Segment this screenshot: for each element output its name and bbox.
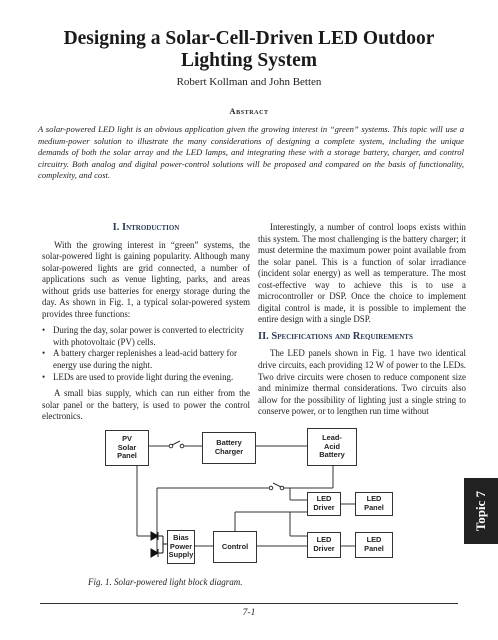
list-item xyxy=(42,372,250,384)
title-line-2: Lighting System xyxy=(181,50,317,71)
intro-paragraph-2: A small bias supply, which can run either from the solar panel or the battery, is used to power the control electronics. xyxy=(42,388,250,422)
bias-power-supply-block: Bias Power Supply xyxy=(167,530,195,564)
topic-tab-label: Topic 7 xyxy=(473,490,488,532)
section-heading-specifications: II. Specifications and Requirements xyxy=(258,330,413,342)
page-number: 7-1 xyxy=(242,608,256,618)
list-item-text: During the day, solar power is converted to electricity with photovoltaic (PV) cells. xyxy=(53,325,244,347)
battery-charger-block: Battery Charger xyxy=(202,432,256,464)
footer-divider xyxy=(40,603,458,604)
topic-side-tab xyxy=(464,478,498,544)
pv-solar-panel-block: PV Solar Panel xyxy=(105,430,149,466)
list-item-text: LEDs are used to provide light during the evening. xyxy=(53,371,234,382)
left-column xyxy=(42,222,250,428)
led-driver-block-1: LED Driver xyxy=(307,492,341,516)
lead-acid-battery-block: Lead- Acid Battery xyxy=(307,428,357,466)
authors: Robert Kollman and John Betten xyxy=(176,76,322,88)
abstract-text: A solar-powered LED light is an obvious application given the growing interest in “green” systems. This topic will use a medium-power solution to illustrate the many considerations of designing a complete system, including the unique demands of both the solar array and the LED lamps, and integrating these with a storage battery, charger, and control circuitry. Both analog and digital power-control solutions will be proposed and compared on the basis of functionality, complexity, and cost. xyxy=(38,124,464,181)
intro-bullet-list xyxy=(42,325,250,383)
abstract-heading: Abstract xyxy=(229,106,269,116)
control-block: Control xyxy=(213,531,257,563)
intro-paragraph-3: Interestingly, a number of control loops exists within this system. The most challenging is the battery charger; it must determine the maximum power point available from the solar panel. This is a function of solar irradiance (incident solar energy) as well as temperature. The most cost-effective way to achieve this is to use a microcontroller or DSP. Once the choice to implement digital control is made, it is possible to implement the entire design with a single DSP. xyxy=(258,222,466,325)
bullet-icon: • xyxy=(42,348,46,359)
list-item xyxy=(42,348,250,371)
title-line-1: Designing a Solar-Cell-Driven LED Outdoor xyxy=(63,28,435,49)
list-item-text: A battery charger replenishes a lead-acid battery for energy use during the night. xyxy=(53,348,237,371)
right-column xyxy=(258,222,466,423)
list-item xyxy=(42,325,250,348)
paper-title xyxy=(40,28,458,72)
led-panel-block-2: LED Panel xyxy=(355,532,393,558)
intro-paragraph-1: With the growing interest in “green” systems, the solar-powered light is gaining popularity. Although many solar-powered lights are grid connected, a number of applications such as venue lighting, parks, and areas without grids use batteries for energy storage during the day. As shown in Fig. 1, a typical solar-powered system provides three functions: xyxy=(42,239,250,319)
block-diagram-figure xyxy=(85,428,425,576)
specs-paragraph-1: The LED panels shown in Fig. 1 have two identical drive circuits, each providing 12 W of power to the LEDs. Two drive circuits were chosen to reduce component size and minimize thermal considerations. Two circuits also allow for the possibility of lighting just a single string to conserve power, or to lengthen run time without xyxy=(258,348,466,417)
led-driver-block-2: LED Driver xyxy=(307,532,341,558)
led-panel-block-1: LED Panel xyxy=(355,492,393,516)
figure-caption: Fig. 1. Solar-powered light block diagram. xyxy=(88,577,243,587)
bullet-icon: • xyxy=(42,325,46,336)
bullet-icon: • xyxy=(42,371,46,382)
section-heading-introduction: I. Introduction xyxy=(112,222,180,233)
